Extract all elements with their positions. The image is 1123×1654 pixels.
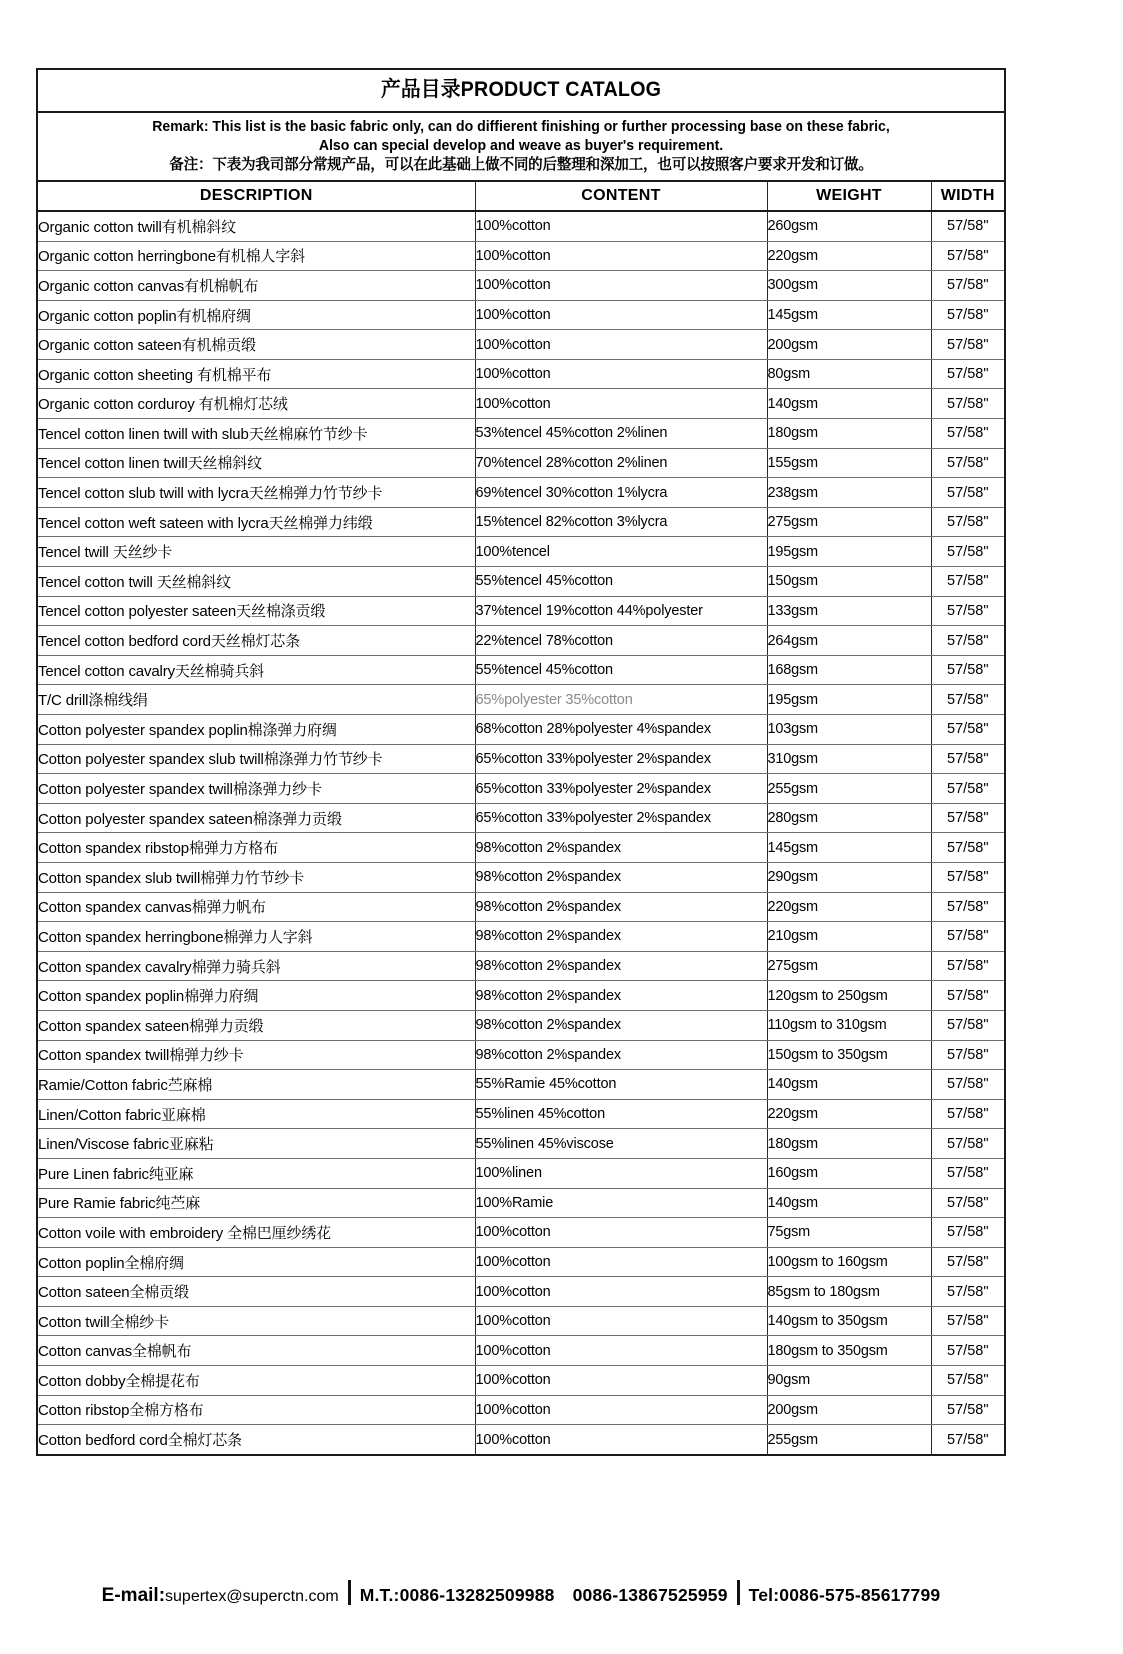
cell-width: 57/58" bbox=[931, 537, 1004, 567]
cell-content: 100%cotton bbox=[475, 359, 767, 389]
tel-label: Tel: bbox=[748, 1585, 780, 1605]
cell-content: 22%tencel 78%cotton bbox=[475, 626, 767, 656]
cell-width: 57/58" bbox=[931, 1129, 1004, 1159]
table-row bbox=[38, 419, 1004, 449]
table-row bbox=[38, 1247, 1004, 1277]
contact-footer bbox=[36, 1576, 1006, 1607]
cell-weight: 120gsm to 250gsm bbox=[767, 981, 931, 1011]
cell-width: 57/58" bbox=[931, 1366, 1004, 1396]
table-body bbox=[38, 211, 1004, 1454]
cell-description: Tencel cotton polyester sateen天丝棉涤贡缎 bbox=[38, 596, 475, 626]
cell-content: 100%cotton bbox=[475, 241, 767, 271]
table-row bbox=[38, 389, 1004, 419]
cell-weight: 200gsm bbox=[767, 330, 931, 360]
table-row bbox=[38, 1366, 1004, 1396]
cell-content: 100%cotton bbox=[475, 271, 767, 301]
cell-content: 37%tencel 19%cotton 44%polyester bbox=[475, 596, 767, 626]
cell-width: 57/58" bbox=[931, 922, 1004, 952]
cell-content: 70%tencel 28%cotton 2%linen bbox=[475, 448, 767, 478]
cell-width: 57/58" bbox=[931, 1010, 1004, 1040]
email-label: E-mail: bbox=[101, 1585, 166, 1606]
cell-description: Pure Linen fabric纯亚麻 bbox=[38, 1158, 475, 1188]
cell-width: 57/58" bbox=[931, 448, 1004, 478]
cell-content: 98%cotton 2%spandex bbox=[475, 951, 767, 981]
cell-content: 15%tencel 82%cotton 3%lycra bbox=[475, 507, 767, 537]
table-row bbox=[38, 1010, 1004, 1040]
cell-width: 57/58" bbox=[931, 1306, 1004, 1336]
cell-weight: 140gsm bbox=[767, 1188, 931, 1218]
table-row bbox=[38, 1129, 1004, 1159]
table-row bbox=[38, 359, 1004, 389]
cell-width: 57/58" bbox=[931, 981, 1004, 1011]
cell-width: 57/58" bbox=[947, 1431, 989, 1448]
table-row bbox=[38, 1040, 1004, 1070]
cell-description: Pure Ramie fabric纯苎麻 bbox=[38, 1188, 475, 1218]
cell-weight: 75gsm bbox=[767, 1218, 931, 1248]
cell-content: 98%cotton 2%spandex bbox=[475, 862, 767, 892]
cell-weight: 220gsm bbox=[767, 892, 931, 922]
cell-description: Organic cotton herringbone有机棉人字斜 bbox=[38, 241, 475, 271]
cell-weight: 180gsm to 350gsm bbox=[767, 1336, 931, 1366]
table-row bbox=[38, 211, 1004, 241]
cell-weight: 160gsm bbox=[767, 1158, 931, 1188]
cell-description: Cotton spandex cavalry棉弹力骑兵斜 bbox=[38, 951, 475, 981]
cell-content: 98%cotton 2%spandex bbox=[475, 1010, 767, 1040]
cell-description: Cotton polyester spandex slub twill棉涤弹力竹节纱卡 bbox=[38, 744, 475, 774]
column-header-weight: WEIGHT bbox=[767, 182, 931, 211]
table-header bbox=[38, 182, 1004, 211]
cell-content: 100%cotton bbox=[475, 1247, 767, 1277]
cell-weight: 110gsm to 310gsm bbox=[767, 1010, 931, 1040]
cell-weight: 103gsm bbox=[767, 715, 931, 745]
email-value[interactable]: supertex@superctn.com bbox=[165, 1588, 339, 1605]
cell-description: Organic cotton poplin有机棉府绸 bbox=[38, 300, 475, 330]
cell-description: Tencel cotton slub twill with lycra天丝棉弹力竹节纱卡 bbox=[38, 478, 475, 508]
table-row bbox=[38, 803, 1004, 833]
cell-description: Cotton polyester spandex twill棉涤弹力纱卡 bbox=[38, 774, 475, 804]
cell-content: 98%cotton 2%spandex bbox=[475, 922, 767, 952]
cell-description: Tencel cotton bedford cord天丝棉灯芯条 bbox=[38, 626, 475, 656]
cell-width: 57/58" bbox=[931, 1158, 1004, 1188]
cell-description: Tencel cotton linen twill with slub天丝棉麻竹节纱卡 bbox=[38, 419, 475, 449]
cell-width: 57/58" bbox=[931, 389, 1004, 419]
cell-weight: 300gsm bbox=[767, 271, 931, 301]
cell-weight: 310gsm bbox=[767, 744, 931, 774]
cell-content: 55%tencel 45%cotton bbox=[475, 655, 767, 685]
cell-width: 57/58" bbox=[931, 1395, 1004, 1425]
table-row bbox=[38, 1336, 1004, 1366]
cell-description: Linen/Viscose fabric亚麻粘 bbox=[38, 1129, 475, 1159]
cell-description: Cotton spandex twill棉弹力纱卡 bbox=[38, 1040, 475, 1070]
cell-width: 57/58" bbox=[931, 862, 1004, 892]
cell-content: 100%cotton bbox=[475, 1336, 767, 1366]
cell-content: 100%cotton bbox=[475, 1366, 767, 1396]
cell-content: 68%cotton 28%polyester 4%spandex bbox=[475, 715, 767, 745]
table-row bbox=[38, 1306, 1004, 1336]
cell-description: Cotton voile with embroidery 全棉巴厘纱绣花 bbox=[38, 1218, 475, 1248]
cell-width: 57/58" bbox=[931, 774, 1004, 804]
cell-content: 65%cotton 33%polyester 2%spandex bbox=[475, 744, 767, 774]
cell-weight: 195gsm bbox=[767, 685, 931, 715]
table-row bbox=[38, 596, 1004, 626]
cell-description: Cotton polyester spandex sateen棉涤弹力贡缎 bbox=[38, 803, 475, 833]
page-title: 产品目录PRODUCT CATALOG bbox=[380, 78, 662, 101]
cell-content: 55%linen 45%viscose bbox=[475, 1129, 767, 1159]
cell-content: 65%polyester 35%cotton bbox=[475, 685, 767, 715]
cell-weight: 145gsm bbox=[767, 833, 931, 863]
cell-width: 57/58" bbox=[931, 596, 1004, 626]
cell-weight: 140gsm bbox=[767, 389, 931, 419]
cell-width: 57/58" bbox=[931, 1188, 1004, 1218]
cell-description: Cotton dobby全棉提花布 bbox=[38, 1366, 475, 1396]
cell-description: Tencel cotton twill 天丝棉斜纹 bbox=[38, 567, 475, 597]
tel-number[interactable]: 0086-575-85617799 bbox=[779, 1585, 941, 1605]
cell-width: 57/58" bbox=[931, 567, 1004, 597]
table-row bbox=[38, 448, 1004, 478]
fabric-catalog-table bbox=[38, 182, 1004, 1454]
cell-description: Organic cotton twill有机棉斜纹 bbox=[38, 211, 475, 241]
cell-content: 98%cotton 2%spandex bbox=[475, 833, 767, 863]
cell-weight: 140gsm bbox=[767, 1070, 931, 1100]
cell-content: 55%linen 45%cotton bbox=[475, 1099, 767, 1129]
cell-content: 100%cotton bbox=[475, 389, 767, 419]
cell-description: Cotton polyester spandex poplin棉涤弹力府绸 bbox=[38, 715, 475, 745]
cell-width: 57/58" bbox=[931, 1040, 1004, 1070]
cell-description: Organic cotton sateen有机棉贡缎 bbox=[38, 330, 475, 360]
column-header-content: CONTENT bbox=[475, 182, 767, 211]
cell-width: 57/58" bbox=[931, 744, 1004, 774]
table-row bbox=[38, 981, 1004, 1011]
table-row bbox=[38, 1099, 1004, 1129]
table-row bbox=[38, 744, 1004, 774]
cell-width: 57/58" bbox=[931, 1247, 1004, 1277]
cell-weight: 255gsm bbox=[767, 774, 931, 804]
cell-weight: 220gsm bbox=[767, 241, 931, 271]
cell-content: 100%Ramie bbox=[475, 1188, 767, 1218]
cell-description: Cotton twill全棉纱卡 bbox=[38, 1306, 475, 1336]
remark-block bbox=[38, 113, 1004, 182]
cell-content: 98%cotton 2%spandex bbox=[475, 981, 767, 1011]
cell-width: 57/58" bbox=[931, 478, 1004, 508]
cell-content: 53%tencel 45%cotton 2%linen bbox=[475, 419, 767, 449]
cell-content: 100%cotton bbox=[475, 211, 767, 241]
table-row bbox=[38, 774, 1004, 804]
cell-description: Tencel twill 天丝纱卡 bbox=[38, 537, 475, 567]
cell-width: 57/58" bbox=[931, 685, 1004, 715]
cell-width: 57/58" bbox=[931, 1218, 1004, 1248]
mobile-number-2[interactable]: 0086-13867525959 bbox=[572, 1585, 728, 1605]
cell-description: Cotton bedford cord全棉灯芯条 bbox=[38, 1425, 475, 1455]
table-row bbox=[38, 1277, 1004, 1307]
table-row bbox=[38, 685, 1004, 715]
cell-width: 57/58" bbox=[931, 1099, 1004, 1129]
cell-width: 57/58" bbox=[931, 655, 1004, 685]
cell-weight: 140gsm to 350gsm bbox=[767, 1306, 931, 1336]
cell-description: Cotton spandex herringbone棉弹力人字斜 bbox=[38, 922, 475, 952]
cell-description: Ramie/Cotton fabric苎麻棉 bbox=[38, 1070, 475, 1100]
footer-divider-1 bbox=[348, 1580, 351, 1605]
cell-description: Cotton ribstop全棉方格布 bbox=[38, 1395, 475, 1425]
table-row bbox=[38, 1070, 1004, 1100]
cell-width: 57/58" bbox=[931, 1070, 1004, 1100]
table-row bbox=[38, 1425, 1004, 1455]
cell-content: 100%cotton bbox=[475, 1277, 767, 1307]
cell-width: 57/58" bbox=[931, 715, 1004, 745]
table-row bbox=[38, 478, 1004, 508]
mobile-label: M.T.: bbox=[359, 1585, 400, 1605]
cell-weight: 100gsm to 160gsm bbox=[767, 1247, 931, 1277]
cell-width: 57/58" bbox=[931, 211, 1004, 241]
cell-width: 57/58" bbox=[931, 300, 1004, 330]
cell-width: 57/58" bbox=[931, 626, 1004, 656]
cell-weight: 150gsm bbox=[767, 567, 931, 597]
cell-description: Cotton canvas全棉帆布 bbox=[38, 1336, 475, 1366]
cell-description: Cotton spandex ribstop棉弹力方格布 bbox=[38, 833, 475, 863]
cell-content: 100%linen bbox=[475, 1158, 767, 1188]
cell-weight: 133gsm bbox=[767, 596, 931, 626]
mobile-number-1[interactable]: 0086-13282509988 bbox=[399, 1585, 555, 1605]
table-row bbox=[38, 626, 1004, 656]
cell-weight: 168gsm bbox=[767, 655, 931, 685]
cell-width: 57/58" bbox=[931, 803, 1004, 833]
cell-weight: 275gsm bbox=[767, 507, 931, 537]
cell-weight: 145gsm bbox=[767, 300, 931, 330]
table-row bbox=[38, 833, 1004, 863]
cell-width: 57/58" bbox=[931, 951, 1004, 981]
cell-description: Cotton spandex slub twill棉弹力竹节纱卡 bbox=[38, 862, 475, 892]
cell-description: Cotton poplin全棉府绸 bbox=[38, 1247, 475, 1277]
cell-width: 57/58" bbox=[931, 1336, 1004, 1366]
cell-content: 98%cotton 2%spandex bbox=[475, 1040, 767, 1070]
cell-content: 69%tencel 30%cotton 1%lycra bbox=[475, 478, 767, 508]
cell-content: 65%cotton 33%polyester 2%spandex bbox=[475, 774, 767, 804]
table-row bbox=[38, 330, 1004, 360]
table-row bbox=[38, 951, 1004, 981]
cell-width: 57/58" bbox=[931, 507, 1004, 537]
cell-weight: 264gsm bbox=[767, 626, 931, 656]
table-header-row bbox=[38, 182, 1004, 211]
cell-content: 65%cotton 33%polyester 2%spandex bbox=[475, 803, 767, 833]
cell-content: 55%Ramie 45%cotton bbox=[475, 1070, 767, 1100]
cell-weight: 220gsm bbox=[767, 1099, 931, 1129]
cell-weight: 180gsm bbox=[767, 419, 931, 449]
cell-weight: 195gsm bbox=[767, 537, 931, 567]
cell-width: 57/58" bbox=[931, 419, 1004, 449]
table-row bbox=[38, 300, 1004, 330]
document-title-row bbox=[38, 70, 1004, 113]
cell-weight: 180gsm bbox=[767, 1129, 931, 1159]
cell-weight: 290gsm bbox=[767, 862, 931, 892]
cell-weight: 90gsm bbox=[767, 1366, 931, 1396]
cell-description: Organic cotton canvas有机棉帆布 bbox=[38, 271, 475, 301]
cell-width: 57/58" bbox=[931, 241, 1004, 271]
cell-description: Tencel cotton weft sateen with lycra天丝棉弹力纬缎 bbox=[38, 507, 475, 537]
table-row bbox=[38, 1395, 1004, 1425]
remark-english-line-2: Also can special develop and weave as buyer's requirement. bbox=[318, 137, 724, 154]
table-row bbox=[38, 1188, 1004, 1218]
cell-width: 57/58" bbox=[931, 892, 1004, 922]
table-row bbox=[38, 1218, 1004, 1248]
column-header-width: WIDTH bbox=[931, 182, 1004, 211]
remark-english-line-1: Remark: This list is the basic fabric only, can do diffierent finishing or further processing base on these fabric, bbox=[152, 119, 890, 136]
cell-weight: 255gsm bbox=[767, 1425, 931, 1455]
cell-weight: 238gsm bbox=[767, 478, 931, 508]
cell-weight: 280gsm bbox=[767, 803, 931, 833]
table-row bbox=[38, 567, 1004, 597]
cell-weight: 155gsm bbox=[767, 448, 931, 478]
cell-content: 55%tencel 45%cotton bbox=[475, 567, 767, 597]
cell-width: 57/58" bbox=[931, 1277, 1004, 1307]
cell-content: 100%cotton bbox=[475, 1306, 767, 1336]
table-row bbox=[38, 892, 1004, 922]
cell-description: Cotton sateen全棉贡缎 bbox=[38, 1277, 475, 1307]
table-row bbox=[38, 1158, 1004, 1188]
cell-content: 100%cotton bbox=[475, 300, 767, 330]
table-row bbox=[38, 862, 1004, 892]
cell-weight: 260gsm bbox=[767, 211, 931, 241]
cell-width: 57/58" bbox=[931, 833, 1004, 863]
cell-description: T/C drill涤棉线绢 bbox=[38, 685, 475, 715]
cell-description: Organic cotton corduroy 有机棉灯芯绒 bbox=[38, 389, 475, 419]
table-row bbox=[38, 507, 1004, 537]
cell-content: 100%cotton bbox=[475, 330, 767, 360]
cell-content: 100%cotton bbox=[475, 1395, 767, 1425]
cell-weight: 210gsm bbox=[767, 922, 931, 952]
cell-content: 98%cotton 2%spandex bbox=[475, 892, 767, 922]
cell-weight: 150gsm to 350gsm bbox=[767, 1040, 931, 1070]
cell-weight: 275gsm bbox=[767, 951, 931, 981]
cell-description: Organic cotton sheeting 有机棉平布 bbox=[38, 359, 475, 389]
cell-width: 57/58" bbox=[931, 271, 1004, 301]
table-row bbox=[38, 241, 1004, 271]
cell-description: Cotton spandex poplin棉弹力府绸 bbox=[38, 981, 475, 1011]
remark-chinese-line: 备注：下表为我司部分常规产品，可以在此基础上做不同的后整理和深加工，也可以按照客户要求开发和订做。 bbox=[169, 156, 873, 174]
cell-width: 57/58" bbox=[931, 330, 1004, 360]
cell-weight: 85gsm to 180gsm bbox=[767, 1277, 931, 1307]
column-header-description: DESCRIPTION bbox=[38, 182, 475, 211]
cell-description: Tencel cotton linen twill天丝棉斜纹 bbox=[38, 448, 475, 478]
footer-divider-2 bbox=[737, 1580, 740, 1605]
table-row bbox=[38, 655, 1004, 685]
table-row bbox=[38, 271, 1004, 301]
cell-weight: 80gsm bbox=[767, 359, 931, 389]
cell-description: Cotton spandex sateen棉弹力贡缎 bbox=[38, 1010, 475, 1040]
cell-content: 100%cotton bbox=[475, 1425, 767, 1455]
cell-description: Cotton spandex canvas棉弹力帆布 bbox=[38, 892, 475, 922]
cell-content: 100%cotton bbox=[475, 1218, 767, 1248]
cell-width: 57/58" bbox=[931, 359, 1004, 389]
cell-description: Linen/Cotton fabric亚麻棉 bbox=[38, 1099, 475, 1129]
cell-weight: 200gsm bbox=[767, 1395, 931, 1425]
catalog-sheet bbox=[36, 68, 1006, 1456]
cell-content: 100%tencel bbox=[475, 537, 767, 567]
table-row bbox=[38, 537, 1004, 567]
cell-description: Tencel cotton cavalry天丝棉骑兵斜 bbox=[38, 655, 475, 685]
table-row bbox=[38, 715, 1004, 745]
table-row bbox=[38, 922, 1004, 952]
